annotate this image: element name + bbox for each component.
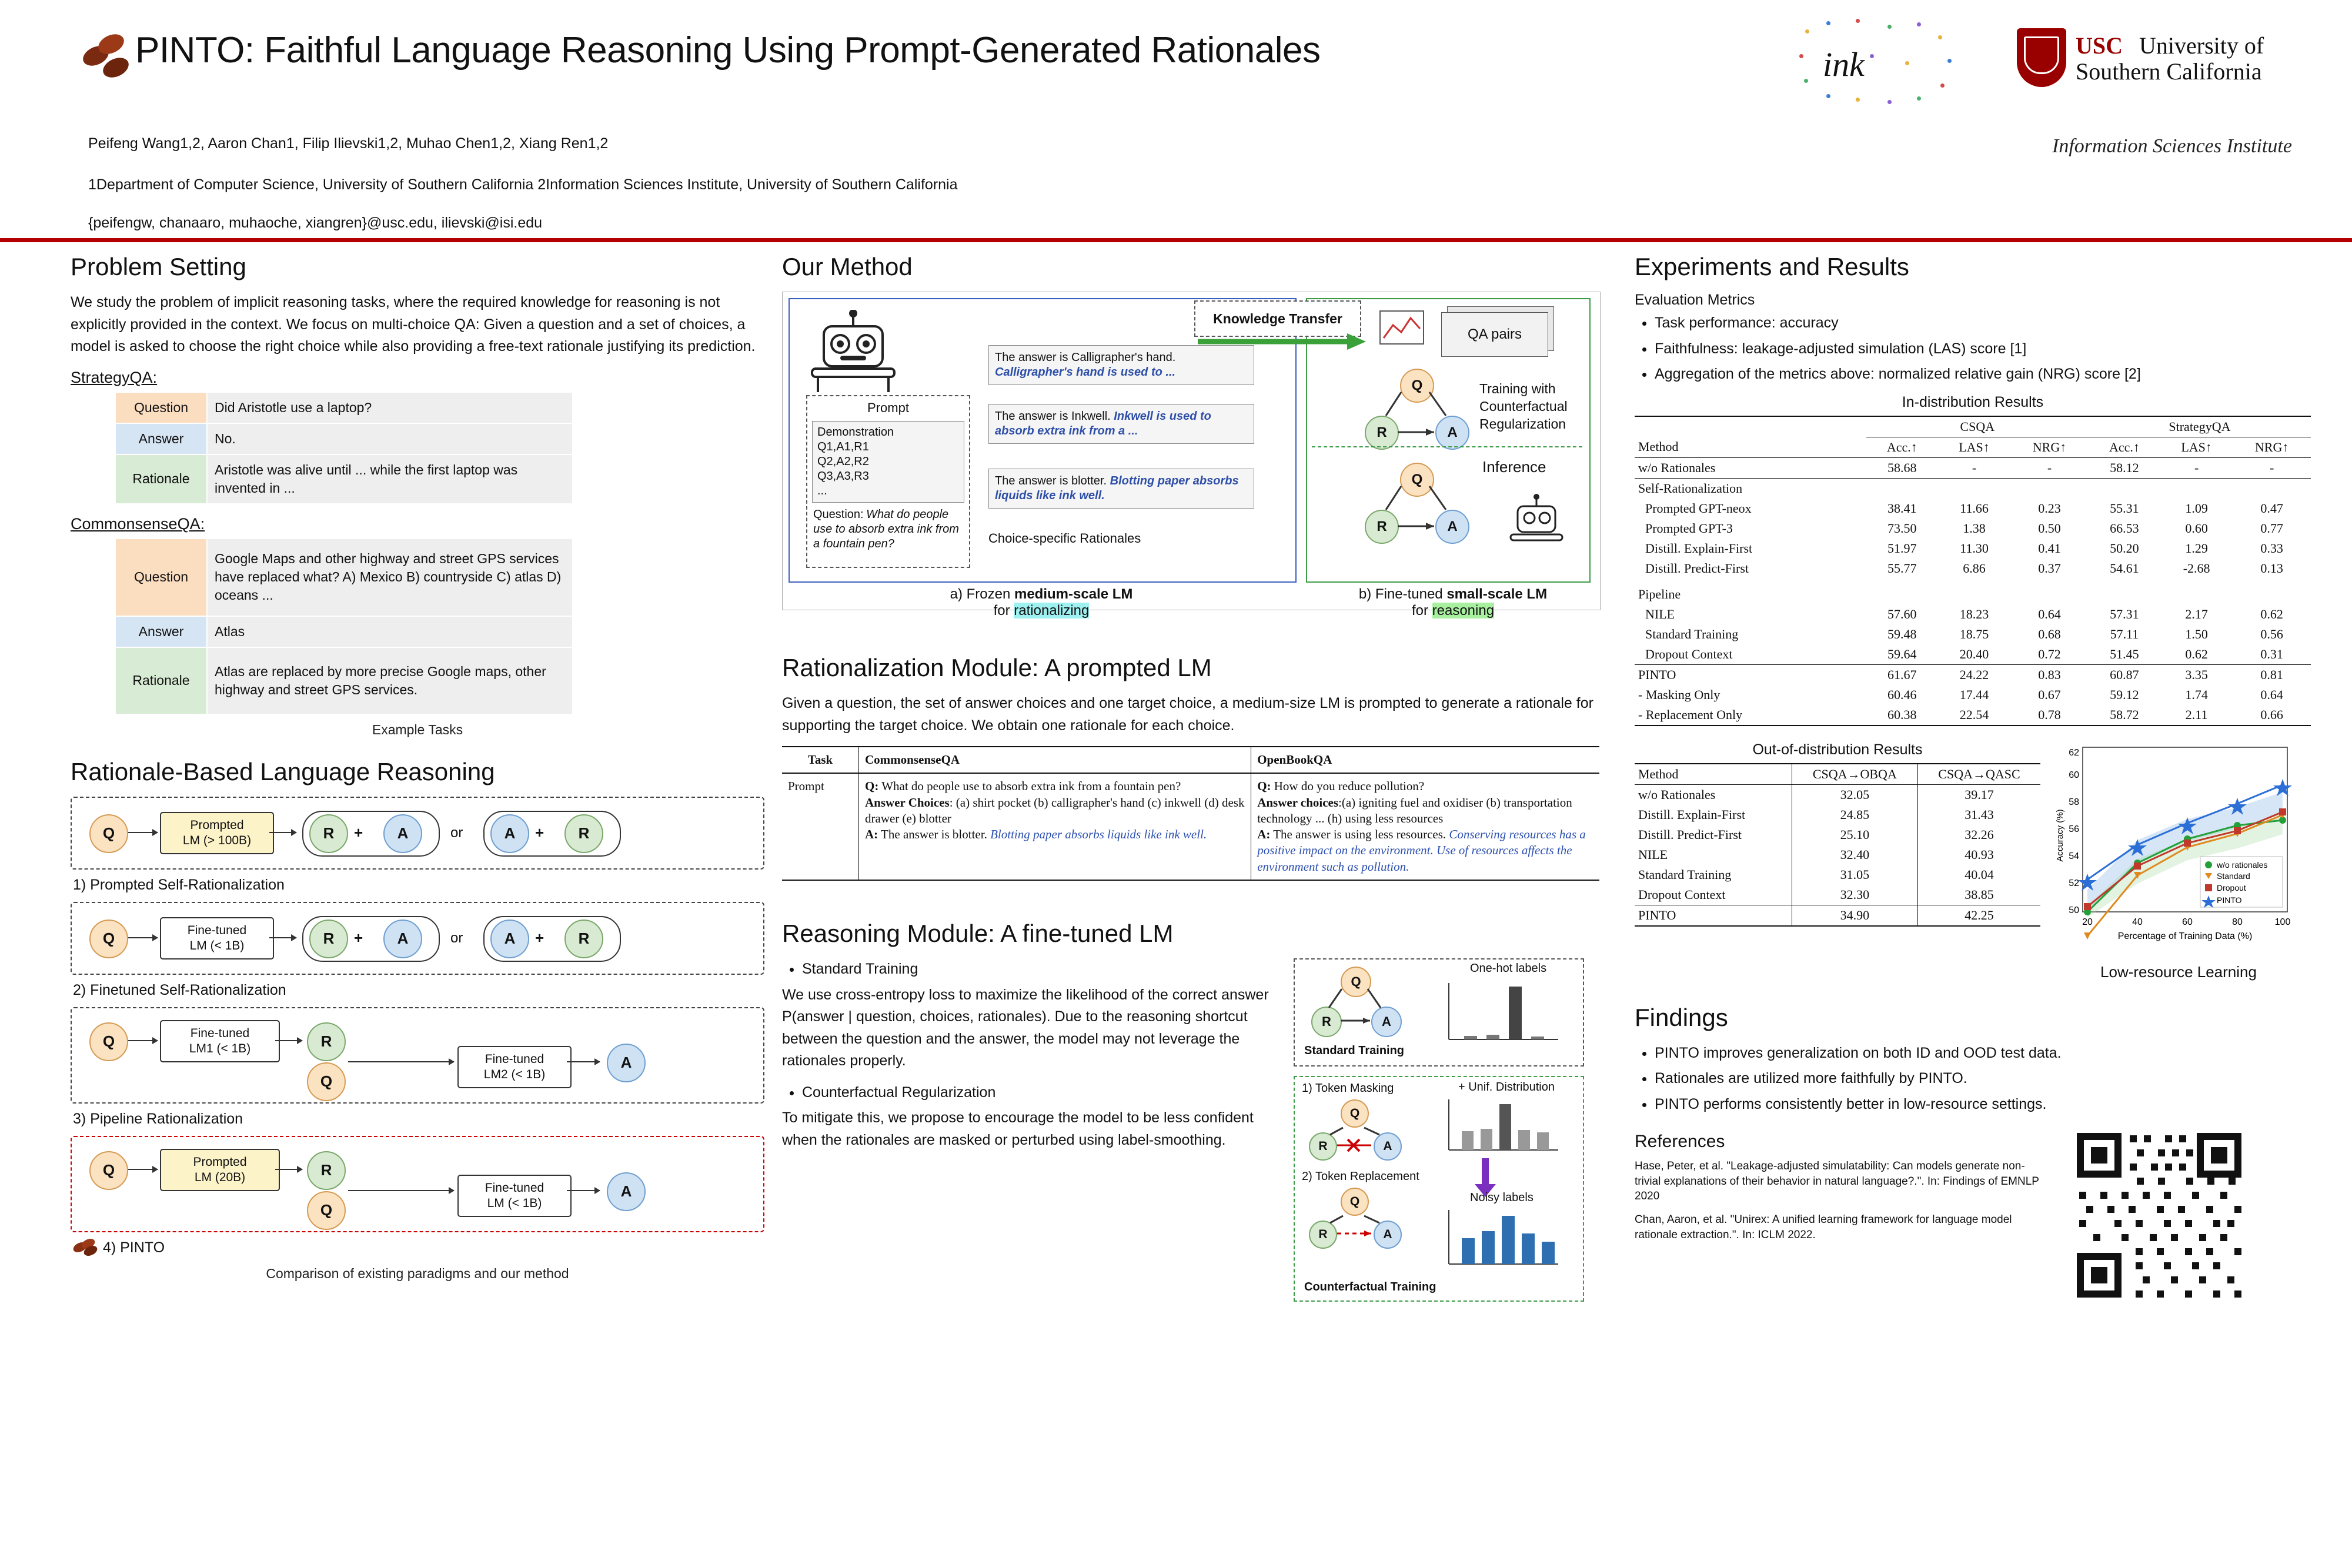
column-middle bbox=[782, 253, 1599, 1294]
demonstration-box bbox=[812, 421, 964, 503]
emails: {peifengw, chanaaro, muhaoche, xiangren}@usc.edu, ilievski@isi.edu bbox=[88, 215, 543, 231]
paradigm-2-label: 2) Finetuned Self-Rationalization bbox=[73, 981, 286, 998]
column-left bbox=[71, 253, 764, 1282]
coffee-beans-icon bbox=[73, 1242, 99, 1255]
node-q: Q bbox=[1341, 1099, 1369, 1128]
usc-shield-icon bbox=[2017, 28, 2066, 87]
svg-text:Accuracy (%): Accuracy (%) bbox=[2055, 808, 2065, 862]
counterfactual-regularization-text: To mitigate this, we propose to encourage the model to be less confident when the rationales are masked or perturbed using label-smoothing. bbox=[782, 1109, 1254, 1148]
finding-item: • PINTO performs consistently better in low-resource settings. bbox=[1655, 1094, 2311, 1116]
table-row: Distill. Explain-First 24.85 31.43 bbox=[1635, 805, 2040, 825]
pinto-label-text: 4) PINTO bbox=[102, 1239, 165, 1256]
table-row bbox=[115, 454, 573, 504]
obqa-prompt-cell: Q: How do you reduce pollution? Answer choices:(a) igniting fuel and oxidiser (b) transportation technology ... (h) using less resources A: The answer is using less resources. Conserving resources has a positive impact on the environment. Use of resources affects the environment such as pollution. bbox=[1251, 773, 1599, 880]
row-pinto: PINTO bbox=[1638, 667, 1676, 682]
col-csqa-qasc: CSQA→QASC bbox=[1917, 764, 2040, 785]
node-r: R bbox=[1311, 1007, 1342, 1037]
strategyqa-label: StrategyQA: bbox=[71, 368, 158, 386]
node-r: R bbox=[307, 1022, 346, 1061]
svg-text:52: 52 bbox=[2069, 878, 2079, 888]
section-experiments: Experiments and Results bbox=[1635, 253, 1909, 280]
table-row bbox=[115, 616, 573, 647]
plus-sign: + bbox=[535, 928, 544, 947]
col-csqa-acc: Acc.↑ bbox=[1866, 437, 1938, 457]
finding-item: • PINTO improves generalization on both ID and OOD test data. bbox=[1655, 1042, 2311, 1065]
reference-item: Chan, Aaron, et al. "Unirex: A unified learning framework for language model rationale extraction.". In: ICLM 2022. bbox=[1635, 1213, 2012, 1241]
rationale-3-emph: Blotting paper absorbs liquids like ink well. bbox=[995, 474, 1239, 502]
low-resource-chart-svg bbox=[2052, 741, 2305, 959]
table-row: Dropout Context 32.30 38.85 bbox=[1635, 885, 2040, 905]
token-replacement-label: 2) Token Replacement bbox=[1302, 1170, 1419, 1183]
node-q: Q bbox=[307, 1062, 346, 1101]
table-header-row bbox=[1635, 764, 2040, 785]
caption-b: b) Fine-tuned small-scale LM for reasoning bbox=[1358, 586, 1548, 618]
node-r: R bbox=[1365, 416, 1399, 450]
table-row: Standard Training 31.05 40.04 bbox=[1635, 865, 2040, 885]
usc-university-of: University of bbox=[2139, 32, 2264, 59]
prompted-lm-box: Prompted LM (> 100B) bbox=[160, 812, 274, 855]
training-with-cr-label: Training with Counterfactual Regularization bbox=[1479, 381, 1568, 432]
demo-line-1: Q1,A1,R1 bbox=[817, 440, 869, 453]
uniform-bar-chart bbox=[1441, 1095, 1564, 1159]
bullet-counterfactual-regularization: • Counterfactual Regularization bbox=[802, 1082, 1270, 1104]
knowledge-transfer-label: Knowledge Transfer bbox=[1213, 310, 1342, 326]
svg-text:Standard: Standard bbox=[2217, 871, 2250, 881]
table-row: NILE 32.40 40.93 bbox=[1635, 845, 2040, 865]
qr-code-svg[interactable] bbox=[2071, 1127, 2247, 1303]
svg-text:PINTO: PINTO bbox=[2217, 895, 2242, 905]
node-a: A bbox=[607, 1044, 646, 1082]
table-header-row bbox=[1635, 416, 2311, 437]
commonsenseqa-rationale: Atlas are replaced by more precise Google maps, other highway and street GPS services. bbox=[207, 647, 573, 714]
node-q: Q bbox=[1341, 1188, 1369, 1216]
row-label-answer: Answer bbox=[115, 616, 207, 647]
bullet-standard-training: • Standard Training bbox=[802, 958, 1270, 981]
section-self-rationalization: Self-Rationalization bbox=[1638, 480, 1743, 496]
finetuned-lm-box: Fine-tuned LM (< 1B) bbox=[160, 917, 274, 960]
findings-list bbox=[1635, 1042, 2311, 1116]
table-row: Dropout Context 59.64 20.40 0.72 51.45 0.62 0.31 bbox=[1635, 644, 2311, 665]
col-csqa-obqa: CSQA→OBQA bbox=[1792, 764, 1917, 785]
node-r: R bbox=[309, 814, 348, 853]
col-csqa-las: LAS↑ bbox=[1938, 437, 2010, 457]
table-row: Prompted GPT-3 73.50 1.38 0.50 66.53 0.60 0.77 bbox=[1645, 520, 2283, 536]
col-csqa-nrg: NRG↑ bbox=[2010, 437, 2089, 457]
strategyqa-rationale: Aristotle was alive until ... while the first laptop was invented in ... bbox=[207, 454, 573, 504]
node-r: R bbox=[1365, 510, 1399, 544]
table-row bbox=[782, 773, 1599, 880]
table-row: Distill. Explain-First 51.97 11.30 0.41 50.20 1.29 0.33 bbox=[1645, 540, 2283, 556]
node-r: R bbox=[1309, 1221, 1337, 1249]
qr-code[interactable] bbox=[2070, 1126, 2249, 1305]
counterfactual-training-label: Counterfactual Training bbox=[1302, 1281, 1438, 1294]
choice-specific-rationales-label: Choice-specific Rationales bbox=[988, 531, 1141, 546]
node-q: Q bbox=[89, 1022, 128, 1061]
svg-text:Dropout: Dropout bbox=[2217, 882, 2246, 892]
node-a: A bbox=[1435, 416, 1469, 450]
rationale-2-plain: The answer is Inkwell. bbox=[995, 410, 1114, 423]
table-row: Distill. Predict-First 25.10 32.26 bbox=[1635, 825, 2040, 845]
section-problem-setting: Problem Setting bbox=[71, 253, 246, 280]
evaluation-metrics-list bbox=[1635, 312, 2311, 386]
section-pipeline: Pipeline bbox=[1638, 586, 1681, 601]
usc-southern-california: Southern California bbox=[2076, 58, 2262, 85]
reference-item: Hase, Peter, et al. "Leakage-adjusted simulatability: Can models generate non-trivial explanations of their behavior in natural language?.". In: Findings of EMNLP 2020 bbox=[1635, 1160, 2039, 1203]
node-r: R bbox=[307, 1151, 346, 1190]
plus-sign: + bbox=[354, 928, 363, 947]
node-a: A bbox=[383, 814, 422, 853]
table-row bbox=[115, 539, 573, 616]
standard-training-text: We use cross-entropy loss to maximize the likelihood of the correct answer P(answer | question, choices, rationales). Due to the reasoning shortcut between the question and the answer, the model may not leverage the rationales properly. bbox=[782, 986, 1269, 1069]
row-label-rationale: Rationale bbox=[115, 454, 207, 504]
metric-item: • Aggregation of the metrics above: normalized relative gain (NRG) score [2] bbox=[1655, 363, 2311, 386]
commonsenseqa-question: Google Maps and other highway and street GPS services have replaced what? A) Mexico B) countryside C) atlas D) oceans ... bbox=[207, 539, 573, 616]
col-sqa-las: LAS↑ bbox=[2160, 437, 2233, 457]
training-graph-edges bbox=[1347, 369, 1482, 451]
row-method: w/o Rationales bbox=[1635, 457, 1866, 478]
finetuned-lm2-box: Fine-tuned LM2 (< 1B) bbox=[457, 1046, 572, 1089]
table-header-row bbox=[782, 747, 1599, 773]
csqa-prompt-cell: Q: What do people use to absorb extra ink from a fountain pen? Answer Choices: (a) shirt pocket (b) calligrapher's hand (c) inkwell (d) desk drawer (e) blotter A: The answer is blotter. Blotting paper absorbs liquids like ink well. bbox=[859, 773, 1251, 880]
poster-header bbox=[0, 0, 2352, 235]
strategyqa-answer: No. bbox=[207, 423, 573, 454]
row-label-question: Question bbox=[115, 392, 207, 423]
reasoning-highlight: reasoning bbox=[1432, 603, 1495, 618]
standard-training-label: Standard Training bbox=[1302, 1044, 1406, 1058]
ink-logo-text: ink bbox=[1823, 45, 1865, 83]
noisy-labels-label: Noisy labels bbox=[1470, 1191, 1534, 1205]
row-label-rationale: Rationale bbox=[115, 647, 207, 714]
token-masking-label: 1) Token Masking bbox=[1302, 1082, 1394, 1095]
rationale-2-emph: Inkwell is used to absorb extra ink from a ... bbox=[995, 410, 1211, 437]
node-r: R bbox=[1309, 1132, 1337, 1161]
col-method: Method bbox=[1635, 437, 1866, 457]
rationalization-text: Given a question, the set of answer choices and one target choice, a medium-size LM is prompted to generate a rationale for supporting the target choice. We obtain one rationale for each choice. bbox=[782, 695, 1593, 734]
paradigms-caption: Comparison of existing paradigms and our method bbox=[266, 1265, 569, 1281]
node-a: A bbox=[1371, 1007, 1402, 1037]
or-label: or bbox=[450, 824, 463, 841]
node-a: A bbox=[1374, 1132, 1402, 1161]
row-label-question: Question bbox=[115, 539, 207, 616]
rationale-callout-2 bbox=[988, 404, 1254, 444]
node-a: A bbox=[490, 814, 529, 853]
ink-lab-logo bbox=[1799, 18, 1964, 106]
demo-line-2: Q2,A2,R2 bbox=[817, 454, 869, 468]
one-hot-bar-chart bbox=[1441, 978, 1564, 1049]
node-q: Q bbox=[307, 1191, 346, 1230]
prompt-box bbox=[806, 395, 970, 568]
robot-icon bbox=[806, 310, 900, 398]
in-distribution-table bbox=[1635, 416, 2311, 726]
node-a: A bbox=[1435, 510, 1469, 544]
table-row: Distill. Predict-First 55.77 6.86 0.37 54.61 -2.68 0.13 bbox=[1645, 560, 2283, 576]
node-q: Q bbox=[89, 1151, 128, 1190]
metric-item: • Faithfulness: leakage-adjusted simulation (LAS) score [1] bbox=[1655, 338, 2311, 360]
qa-pairs-card: QA pairs bbox=[1441, 312, 1548, 357]
prompt-examples-table bbox=[782, 746, 1599, 881]
commonsenseqa-example-table bbox=[115, 538, 573, 715]
node-a: A bbox=[607, 1172, 646, 1211]
or-label: or bbox=[450, 930, 463, 946]
reasoning-figure bbox=[1294, 958, 1582, 1311]
method-figure bbox=[782, 292, 1601, 618]
question-text: What do people use to absorb extra ink from a fountain pen? bbox=[813, 507, 959, 550]
section-references: References bbox=[1635, 1132, 1725, 1151]
table-row: - Replacement Only 60.38 22.54 0.78 58.72 2.11 0.66 bbox=[1635, 705, 2311, 726]
table-row bbox=[115, 423, 573, 454]
col-method: Method bbox=[1635, 764, 1792, 785]
table-row bbox=[115, 392, 573, 423]
table-row: PINTO 34.90 42.25 bbox=[1635, 905, 2040, 926]
table-subheader-row bbox=[1635, 437, 2311, 457]
section-reasoning-module: Reasoning Module: A fine-tuned LM bbox=[782, 920, 1174, 948]
demo-line-3: Q3,A3,R3 bbox=[817, 469, 869, 483]
in-distribution-title: In-distribution Results bbox=[1902, 393, 2044, 410]
knowledge-transfer-arrow bbox=[1194, 331, 1371, 355]
question-label: Question: bbox=[813, 507, 864, 521]
svg-text:100: 100 bbox=[2274, 917, 2291, 927]
svg-text:60: 60 bbox=[2182, 917, 2193, 927]
svg-text:54: 54 bbox=[2069, 851, 2079, 861]
qa-pairs-thumbnail-icon bbox=[1371, 305, 1441, 358]
paradigm-1-label: 1) Prompted Self-Rationalization bbox=[73, 876, 285, 893]
column-right bbox=[1635, 253, 2311, 1242]
node-a: A bbox=[490, 920, 529, 958]
table-row: Standard Training 59.48 18.75 0.68 57.11 1.50 0.56 bbox=[1645, 626, 2283, 641]
paradigm-4-diagram bbox=[71, 1136, 764, 1232]
finetuned-lm1-box: Fine-tuned LM1 (< 1B) bbox=[160, 1020, 280, 1063]
problem-setting-text: We study the problem of implicit reasoning tasks, where the required knowledge for reasoning is not explicitly provided in the context. We focus on multi-choice QA: Given a question and a set of choices, a model is asked to choose the right choice while also providing a free-text rationale justifying its prediction. bbox=[71, 294, 756, 355]
plus-sign: + bbox=[535, 823, 544, 841]
node-q: Q bbox=[89, 920, 128, 958]
isi-label: Information Sciences Institute bbox=[2052, 135, 2292, 157]
demo-line-4: ... bbox=[817, 484, 827, 497]
affiliations: 1Department of Computer Science, University of Southern California 2Information Sciences Institute, University of Southern California bbox=[88, 176, 958, 193]
col-openbookqa: OpenBookQA bbox=[1251, 747, 1599, 773]
svg-text:80: 80 bbox=[2232, 917, 2243, 927]
svg-text:50: 50 bbox=[2069, 905, 2079, 915]
group-header-csqa: CSQA bbox=[1866, 416, 2089, 437]
section-rationalization-module: Rationalization Module: A prompted LM bbox=[782, 654, 1212, 681]
paradigm-2-diagram bbox=[71, 902, 764, 975]
one-hot-labels-label: One-hot labels bbox=[1470, 962, 1547, 975]
rationale-1-emph: Calligrapher's hand is used to ... bbox=[995, 366, 1176, 379]
rationale-3-plain: The answer is blotter. bbox=[995, 474, 1110, 487]
out-of-distribution-table bbox=[1635, 763, 2040, 927]
node-q: Q bbox=[1400, 369, 1434, 403]
small-robot-icon bbox=[1506, 492, 1571, 557]
col-task: Task bbox=[782, 747, 859, 773]
svg-text:Percentage of Training Data (%: Percentage of Training Data (%) bbox=[2117, 931, 2253, 941]
svg-text:58: 58 bbox=[2069, 797, 2079, 807]
plus-sign: + bbox=[354, 823, 363, 841]
svg-text:w/o rationales: w/o rationales bbox=[2217, 860, 2268, 870]
svg-text:60: 60 bbox=[2069, 770, 2079, 780]
paradigm-3-label: 3) Pipeline Rationalization bbox=[73, 1110, 243, 1127]
commonsenseqa-label: CommonsenseQA: bbox=[71, 514, 205, 533]
svg-text:40: 40 bbox=[2132, 917, 2143, 927]
col-sqa-nrg: NRG↑ bbox=[2233, 437, 2311, 457]
svg-text:62: 62 bbox=[2069, 747, 2079, 758]
low-resource-chart bbox=[2052, 741, 2305, 981]
prompt-title: Prompt bbox=[867, 400, 909, 415]
node-q: Q bbox=[89, 814, 128, 853]
table-row bbox=[115, 647, 573, 714]
coffee-beans-icon bbox=[82, 35, 135, 82]
row-label-answer: Answer bbox=[115, 423, 207, 454]
node-r: R bbox=[309, 920, 348, 958]
paradigm-1-diagram bbox=[71, 797, 764, 870]
table-row: PINTO 61.67 24.22 0.83 60.87 3.35 0.81 bbox=[1635, 664, 2311, 685]
rationale-callout-3 bbox=[988, 469, 1254, 509]
table-section-row bbox=[1635, 478, 2311, 499]
group-header-strategyqa: StrategyQA bbox=[2089, 416, 2311, 437]
row-label-prompt: Prompt bbox=[782, 773, 859, 880]
demo-title: Demonstration bbox=[817, 425, 894, 439]
authors: Peifeng Wang1,2, Aaron Chan1, Filip Ilievski1,2, Muhao Chen1,2, Xiang Ren1,2 bbox=[88, 135, 609, 152]
node-q: Q bbox=[1400, 463, 1434, 497]
svg-text:20: 20 bbox=[2082, 917, 2093, 927]
inference-graph-edges bbox=[1347, 463, 1482, 545]
section-rationale-based-reasoning: Rationale-Based Language Reasoning bbox=[71, 757, 495, 785]
out-of-distribution-title: Out-of-distribution Results bbox=[1752, 741, 1923, 758]
node-a: A bbox=[1374, 1221, 1402, 1249]
node-r: R bbox=[564, 920, 603, 958]
table-row: Prompted GPT-neox 38.41 11.66 0.23 55.31 1.09 0.47 bbox=[1645, 500, 2283, 516]
usc-wordmark: USC bbox=[2076, 32, 2123, 59]
strategyqa-example-table bbox=[115, 392, 573, 504]
commonsenseqa-answer: Atlas bbox=[207, 616, 573, 647]
table-row: w/o Rationales 32.05 39.17 bbox=[1635, 784, 2040, 805]
caption-a: a) Frozen medium-scale LM for rationalizing bbox=[950, 586, 1133, 618]
section-findings: Findings bbox=[1635, 1003, 1728, 1031]
node-r: R bbox=[564, 814, 603, 853]
svg-text:56: 56 bbox=[2069, 824, 2079, 834]
noisy-bar-chart bbox=[1441, 1205, 1564, 1276]
chart-caption: Low-resource Learning bbox=[2100, 962, 2257, 981]
rationale-1-plain: The answer is Calligrapher's hand. bbox=[995, 351, 1176, 364]
node-q: Q bbox=[1341, 967, 1371, 997]
strategyqa-question: Did Aristotle use a laptop? bbox=[207, 392, 573, 423]
prompted-lm-20b-box: Prompted LM (20B) bbox=[160, 1149, 280, 1192]
rationalizing-highlight: rationalizing bbox=[1014, 603, 1090, 618]
metric-item: • Task performance: accuracy bbox=[1655, 312, 2311, 335]
node-a: A bbox=[383, 920, 422, 958]
finding-item: • Rationales are utilized more faithfully by PINTO. bbox=[1655, 1068, 2311, 1090]
table-row: w/o Rationales 58.68 - - 58.12 - - bbox=[1635, 457, 2311, 478]
table-section-row bbox=[1635, 579, 2311, 604]
section-our-method: Our Method bbox=[782, 253, 913, 280]
example-tasks-caption: Example Tasks bbox=[372, 721, 463, 737]
col-sqa-acc: Acc.↑ bbox=[2089, 437, 2160, 457]
unif-distribution-label: + Unif. Distribution bbox=[1458, 1081, 1555, 1094]
table-row: NILE 57.60 18.23 0.64 57.31 2.17 0.62 bbox=[1645, 606, 2283, 621]
paradigm-3-diagram bbox=[71, 1007, 764, 1104]
header-divider bbox=[0, 238, 2352, 242]
evaluation-metrics-title: Evaluation Metrics bbox=[1635, 292, 1755, 308]
page-title: PINTO: Faithful Language Reasoning Using Prompt-Generated Rationales bbox=[135, 30, 1321, 71]
col-commonsenseqa: CommonsenseQA bbox=[859, 747, 1251, 773]
table-row: - Masking Only 60.46 17.44 0.67 59.12 1.74 0.64 bbox=[1638, 687, 2283, 702]
paradigm-4-label bbox=[73, 1239, 764, 1256]
usc-logo bbox=[2017, 24, 2323, 118]
finetuned-lm-small-box: Fine-tuned LM (< 1B) bbox=[457, 1175, 572, 1218]
inference-label: Inference bbox=[1482, 458, 1546, 476]
